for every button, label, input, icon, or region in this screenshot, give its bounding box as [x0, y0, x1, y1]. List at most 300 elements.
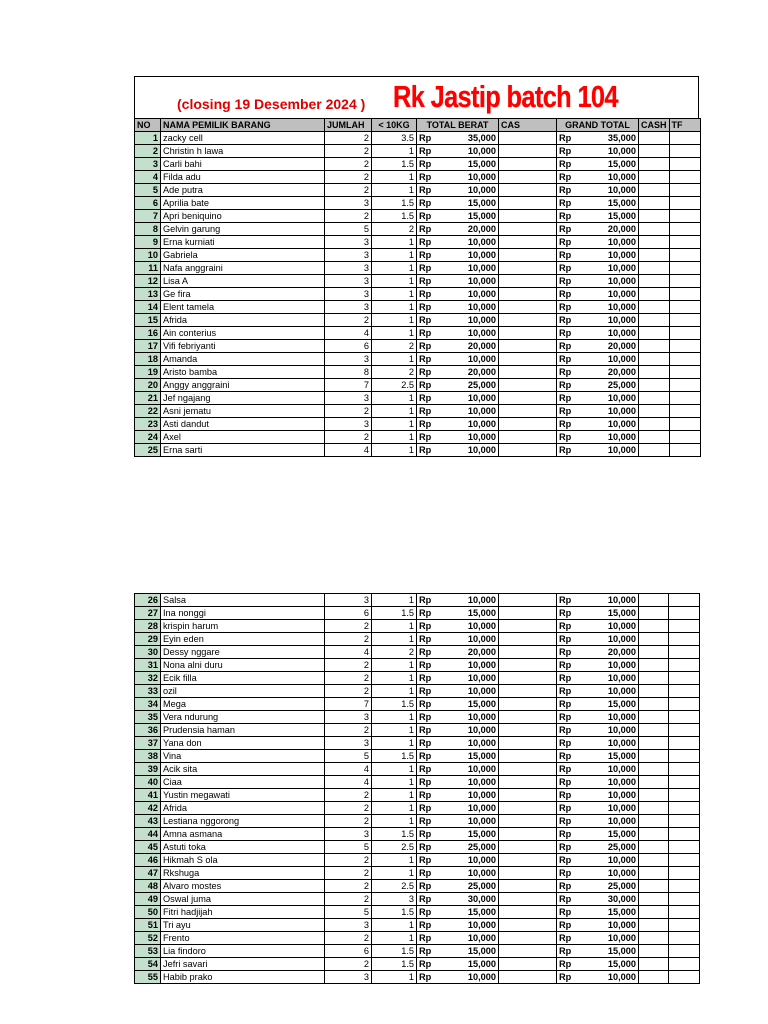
grand-currency: Rp: [557, 418, 585, 431]
quantity: 3: [325, 236, 372, 249]
weight-value: 1: [372, 236, 417, 249]
total-currency: Rp: [417, 945, 447, 958]
cas-cell: [499, 314, 557, 327]
total-currency: Rp: [417, 145, 447, 158]
table-row: [135, 802, 700, 815]
grand-currency: Rp: [557, 171, 585, 184]
total-currency: Rp: [417, 184, 447, 197]
tf-cell: [669, 594, 700, 607]
quantity: 4: [325, 444, 372, 457]
table-row: [135, 867, 700, 880]
row-number: 17: [135, 340, 161, 353]
owner-name: Ain conterius: [161, 327, 325, 340]
weight-value: 1: [372, 919, 417, 932]
table-row: [135, 828, 700, 841]
total-currency: Rp: [417, 750, 447, 763]
grand-total-amount: 20,000: [585, 646, 639, 659]
total-weight-amount: 10,000: [447, 392, 499, 405]
weight-value: 1: [372, 431, 417, 444]
grand-currency: Rp: [557, 275, 585, 288]
tf-cell: [669, 711, 700, 724]
quantity: 2: [325, 815, 372, 828]
cas-cell: [499, 906, 557, 919]
cas-cell: [499, 210, 557, 223]
grand-total-amount: 10,000: [585, 353, 639, 366]
grand-total-amount: 10,000: [585, 854, 639, 867]
row-number: 32: [135, 672, 161, 685]
grand-total-amount: 10,000: [585, 184, 639, 197]
cash-cell: [639, 867, 669, 880]
cash-cell: [639, 724, 669, 737]
tf-cell: [669, 698, 700, 711]
cas-cell: [499, 366, 557, 379]
grand-currency: Rp: [557, 288, 585, 301]
owner-name: Vera ndurung: [161, 711, 325, 724]
grand-total-amount: 15,000: [585, 750, 639, 763]
total-currency: Rp: [417, 906, 447, 919]
grand-total-amount: 10,000: [585, 802, 639, 815]
grand-currency: Rp: [557, 197, 585, 210]
total-currency: Rp: [417, 685, 447, 698]
tf-cell: [669, 867, 700, 880]
total-currency: Rp: [417, 841, 447, 854]
grand-currency: Rp: [557, 379, 585, 392]
quantity: 2: [325, 685, 372, 698]
grand-total-amount: 10,000: [585, 659, 639, 672]
grand-total-amount: 35,000: [585, 132, 639, 145]
cas-cell: [499, 301, 557, 314]
orders-table-page-2: [134, 593, 700, 984]
grand-total-amount: 10,000: [585, 444, 639, 457]
owner-name: Asti dandut: [161, 418, 325, 431]
total-weight-amount: 10,000: [447, 672, 499, 685]
table-row: [135, 893, 700, 906]
quantity: 2: [325, 431, 372, 444]
cas-cell: [499, 672, 557, 685]
table-row: [135, 815, 700, 828]
cas-cell: [499, 158, 557, 171]
grand-currency: Rp: [557, 724, 585, 737]
total-currency: Rp: [417, 633, 447, 646]
cas-cell: [499, 789, 557, 802]
tf-cell: [669, 236, 700, 249]
row-number: 5: [135, 184, 161, 197]
grand-total-amount: 25,000: [585, 379, 639, 392]
total-currency: Rp: [417, 932, 447, 945]
weight-value: 1: [372, 802, 417, 815]
grand-total-amount: 10,000: [585, 971, 639, 984]
grand-currency: Rp: [557, 906, 585, 919]
cash-cell: [639, 288, 670, 301]
total-currency: Rp: [417, 854, 447, 867]
quantity: 3: [325, 197, 372, 210]
weight-value: 1: [372, 392, 417, 405]
grand-currency: Rp: [557, 327, 585, 340]
total-weight-amount: 10,000: [447, 171, 499, 184]
table-row: [135, 776, 700, 789]
owner-name: Asni jematu: [161, 405, 325, 418]
table-row: [135, 405, 701, 418]
grand-total-amount: 10,000: [585, 301, 639, 314]
cas-cell: [499, 750, 557, 763]
total-currency: Rp: [417, 880, 447, 893]
total-weight-amount: 15,000: [447, 197, 499, 210]
tf-cell: [669, 184, 700, 197]
tf-cell: [669, 802, 700, 815]
cash-cell: [639, 776, 669, 789]
grand-total-amount: 15,000: [585, 607, 639, 620]
weight-value: 2.5: [372, 379, 417, 392]
table-row: [135, 724, 700, 737]
cash-cell: [639, 763, 669, 776]
grand-total-amount: 20,000: [585, 340, 639, 353]
col-header-name: NAMA PEMILIK BARANG: [161, 119, 325, 132]
grand-total-amount: 20,000: [585, 366, 639, 379]
grand-total-amount: 10,000: [585, 171, 639, 184]
cas-cell: [499, 197, 557, 210]
weight-value: 1.5: [372, 698, 417, 711]
grand-currency: Rp: [557, 392, 585, 405]
owner-name: Nona alni duru: [161, 659, 325, 672]
row-number: 34: [135, 698, 161, 711]
owner-name: Erna kurniati: [161, 236, 325, 249]
row-number: 44: [135, 828, 161, 841]
owner-name: Hikmah S ola: [161, 854, 325, 867]
total-weight-amount: 20,000: [447, 366, 499, 379]
quantity: 3: [325, 711, 372, 724]
cas-cell: [499, 379, 557, 392]
table-row: [135, 841, 700, 854]
cash-cell: [639, 405, 670, 418]
row-number: 27: [135, 607, 161, 620]
total-currency: Rp: [417, 418, 447, 431]
table-row: [135, 379, 701, 392]
owner-name: Carli bahi: [161, 158, 325, 171]
quantity: 3: [325, 737, 372, 750]
cash-cell: [639, 418, 670, 431]
grand-currency: Rp: [557, 932, 585, 945]
row-number: 22: [135, 405, 161, 418]
grand-currency: Rp: [557, 919, 585, 932]
grand-total-amount: 10,000: [585, 789, 639, 802]
grand-currency: Rp: [557, 262, 585, 275]
grand-currency: Rp: [557, 236, 585, 249]
quantity: 2: [325, 854, 372, 867]
cash-cell: [639, 737, 669, 750]
quantity: 2: [325, 184, 372, 197]
owner-name: Frento: [161, 932, 325, 945]
total-weight-amount: 10,000: [447, 145, 499, 158]
owner-name: Anggy anggraini: [161, 379, 325, 392]
tf-cell: [669, 223, 700, 236]
table-row: [135, 223, 701, 236]
grand-currency: Rp: [557, 815, 585, 828]
tf-cell: [669, 971, 700, 984]
total-weight-amount: 15,000: [447, 158, 499, 171]
weight-value: 3.5: [372, 132, 417, 145]
weight-value: 1.5: [372, 158, 417, 171]
cash-cell: [639, 431, 670, 444]
total-weight-amount: 10,000: [447, 802, 499, 815]
cas-cell: [499, 737, 557, 750]
grand-total-amount: 15,000: [585, 210, 639, 223]
grand-total-amount: 15,000: [585, 958, 639, 971]
cash-cell: [639, 711, 669, 724]
row-number: 8: [135, 223, 161, 236]
table-row: [135, 184, 701, 197]
total-currency: Rp: [417, 893, 447, 906]
owner-name: Jefri savari: [161, 958, 325, 971]
owner-name: Filda adu: [161, 171, 325, 184]
grand-currency: Rp: [557, 776, 585, 789]
cas-cell: [499, 184, 557, 197]
cas-cell: [499, 932, 557, 945]
total-currency: Rp: [417, 405, 447, 418]
total-currency: Rp: [417, 711, 447, 724]
total-weight-amount: 10,000: [447, 353, 499, 366]
cas-cell: [499, 353, 557, 366]
cash-cell: [639, 594, 669, 607]
owner-name: Prudensia haman: [161, 724, 325, 737]
grand-currency: Rp: [557, 132, 585, 145]
cash-cell: [639, 698, 669, 711]
total-weight-amount: 10,000: [447, 249, 499, 262]
cas-cell: [499, 815, 557, 828]
tf-cell: [669, 737, 700, 750]
cash-cell: [639, 353, 670, 366]
cas-cell: [499, 880, 557, 893]
grand-total-amount: 10,000: [585, 327, 639, 340]
quantity: 2: [325, 659, 372, 672]
total-currency: Rp: [417, 971, 447, 984]
table-row: [135, 158, 701, 171]
cash-cell: [639, 314, 670, 327]
quantity: 3: [325, 353, 372, 366]
owner-name: Erna sarti: [161, 444, 325, 457]
quantity: 7: [325, 698, 372, 711]
table-body-page-1: [135, 132, 701, 457]
cash-cell: [639, 340, 670, 353]
grand-currency: Rp: [557, 737, 585, 750]
owner-name: Oswal juma: [161, 893, 325, 906]
cash-cell: [639, 236, 670, 249]
grand-currency: Rp: [557, 854, 585, 867]
total-currency: Rp: [417, 288, 447, 301]
row-number: 49: [135, 893, 161, 906]
total-currency: Rp: [417, 431, 447, 444]
owner-name: Lisa A: [161, 275, 325, 288]
cash-cell: [639, 750, 669, 763]
owner-name: Acik sita: [161, 763, 325, 776]
quantity: 3: [325, 594, 372, 607]
grand-currency: Rp: [557, 789, 585, 802]
row-number: 25: [135, 444, 161, 457]
cas-cell: [499, 340, 557, 353]
grand-total-amount: 10,000: [585, 418, 639, 431]
table-row: [135, 763, 700, 776]
tf-cell: [669, 288, 700, 301]
total-weight-amount: 10,000: [447, 711, 499, 724]
total-weight-amount: 25,000: [447, 880, 499, 893]
row-number: 46: [135, 854, 161, 867]
total-weight-amount: 10,000: [447, 431, 499, 444]
weight-value: 1.5: [372, 210, 417, 223]
owner-name: Afrida: [161, 802, 325, 815]
cas-cell: [499, 763, 557, 776]
cash-cell: [639, 379, 670, 392]
tf-cell: [669, 301, 700, 314]
grand-total-amount: 10,000: [585, 685, 639, 698]
weight-value: 1: [372, 594, 417, 607]
table-row: [135, 418, 701, 431]
grand-total-amount: 10,000: [585, 392, 639, 405]
total-weight-amount: 10,000: [447, 932, 499, 945]
table-row: [135, 145, 701, 158]
col-header-no: NO: [135, 119, 161, 132]
total-currency: Rp: [417, 815, 447, 828]
row-number: 41: [135, 789, 161, 802]
quantity: 3: [325, 919, 372, 932]
row-number: 54: [135, 958, 161, 971]
cash-cell: [639, 815, 669, 828]
tf-cell: [669, 340, 700, 353]
cash-cell: [639, 802, 669, 815]
cas-cell: [499, 893, 557, 906]
quantity: 6: [325, 340, 372, 353]
tf-cell: [669, 789, 700, 802]
table-row: [135, 711, 700, 724]
quantity: 4: [325, 646, 372, 659]
weight-value: 1: [372, 789, 417, 802]
quantity: 2: [325, 633, 372, 646]
owner-name: Dessy nggare: [161, 646, 325, 659]
table-row: [135, 698, 700, 711]
cash-cell: [639, 171, 670, 184]
col-header-qty: JUMLAH: [325, 119, 372, 132]
total-weight-amount: 10,000: [447, 444, 499, 457]
total-weight-amount: 35,000: [447, 132, 499, 145]
owner-name: Nafa anggraini: [161, 262, 325, 275]
cas-cell: [499, 711, 557, 724]
row-number: 37: [135, 737, 161, 750]
row-number: 11: [135, 262, 161, 275]
table-row: [135, 366, 701, 379]
tf-cell: [669, 685, 700, 698]
total-weight-amount: 10,000: [447, 854, 499, 867]
cas-cell: [499, 958, 557, 971]
weight-value: 2: [372, 366, 417, 379]
grand-currency: Rp: [557, 431, 585, 444]
tf-cell: [669, 776, 700, 789]
row-number: 40: [135, 776, 161, 789]
cash-cell: [639, 607, 669, 620]
owner-name: Eyin eden: [161, 633, 325, 646]
quantity: 2: [325, 880, 372, 893]
table-row: [135, 301, 701, 314]
quantity: 3: [325, 288, 372, 301]
cash-cell: [639, 620, 669, 633]
total-currency: Rp: [417, 672, 447, 685]
table-row: [135, 854, 700, 867]
grand-total-amount: 10,000: [585, 763, 639, 776]
quantity: 6: [325, 945, 372, 958]
owner-name: Rkshuga: [161, 867, 325, 880]
total-weight-amount: 10,000: [447, 594, 499, 607]
tf-cell: [669, 444, 700, 457]
weight-value: 1: [372, 171, 417, 184]
grand-total-amount: 10,000: [585, 288, 639, 301]
cash-cell: [639, 893, 669, 906]
row-number: 10: [135, 249, 161, 262]
owner-name: Amanda: [161, 353, 325, 366]
owner-name: Ade putra: [161, 184, 325, 197]
owner-name: Aristo bamba: [161, 366, 325, 379]
row-number: 45: [135, 841, 161, 854]
tf-cell: [669, 659, 700, 672]
total-currency: Rp: [417, 197, 447, 210]
tf-cell: [669, 932, 700, 945]
total-weight-amount: 15,000: [447, 750, 499, 763]
tf-cell: [669, 763, 700, 776]
table-row: [135, 633, 700, 646]
weight-value: 1: [372, 737, 417, 750]
weight-value: 1.5: [372, 197, 417, 210]
cash-cell: [639, 854, 669, 867]
col-header-cash: CASH: [639, 119, 670, 132]
tf-cell: [669, 366, 700, 379]
owner-name: Jef ngajang: [161, 392, 325, 405]
grand-currency: Rp: [557, 366, 585, 379]
row-number: 14: [135, 301, 161, 314]
total-weight-amount: 15,000: [447, 945, 499, 958]
weight-value: 3: [372, 893, 417, 906]
total-weight-amount: 15,000: [447, 210, 499, 223]
grand-total-amount: 10,000: [585, 594, 639, 607]
owner-name: Ina nonggi: [161, 607, 325, 620]
grand-currency: Rp: [557, 340, 585, 353]
table-row: [135, 659, 700, 672]
grand-currency: Rp: [557, 210, 585, 223]
weight-value: 1: [372, 971, 417, 984]
cas-cell: [499, 594, 557, 607]
quantity: 3: [325, 971, 372, 984]
weight-value: 1: [372, 145, 417, 158]
total-currency: Rp: [417, 275, 447, 288]
grand-total-amount: 10,000: [585, 405, 639, 418]
owner-name: Christin h lawa: [161, 145, 325, 158]
grand-currency: Rp: [557, 828, 585, 841]
quantity: 3: [325, 828, 372, 841]
row-number: 50: [135, 906, 161, 919]
grand-currency: Rp: [557, 646, 585, 659]
total-currency: Rp: [417, 249, 447, 262]
cash-cell: [639, 158, 670, 171]
total-weight-amount: 15,000: [447, 906, 499, 919]
cash-cell: [639, 197, 670, 210]
tf-cell: [669, 327, 700, 340]
table-row: [135, 275, 701, 288]
weight-value: 1: [372, 867, 417, 880]
total-currency: Rp: [417, 763, 447, 776]
weight-value: 1: [372, 314, 417, 327]
quantity: 3: [325, 249, 372, 262]
grand-currency: Rp: [557, 594, 585, 607]
weight-value: 1: [372, 301, 417, 314]
table-body-page-2: [135, 594, 700, 984]
row-number: 15: [135, 314, 161, 327]
total-weight-amount: 20,000: [447, 646, 499, 659]
owner-name: Vifi febriyanti: [161, 340, 325, 353]
